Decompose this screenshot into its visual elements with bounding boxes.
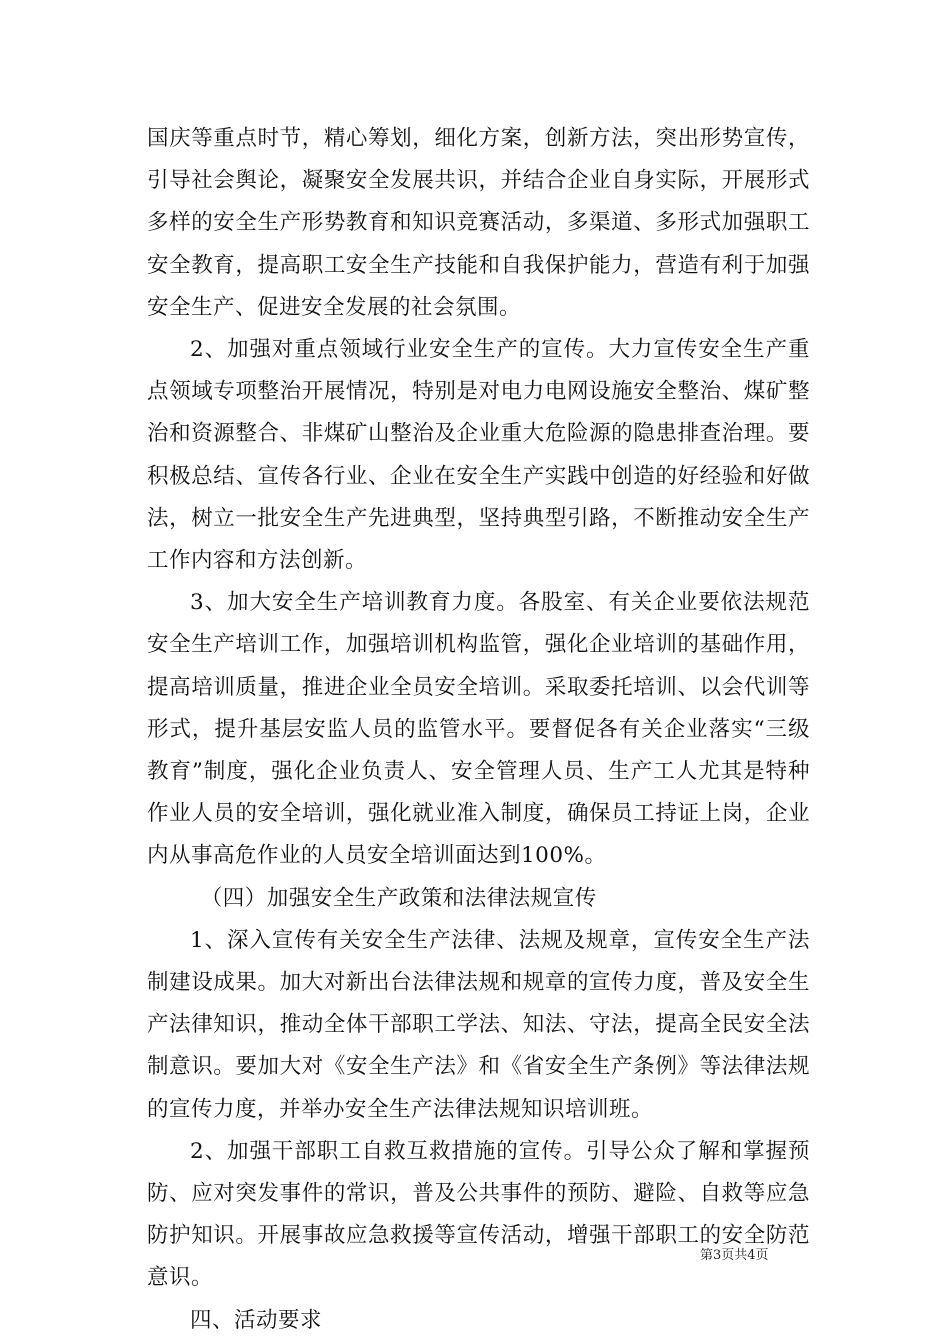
paragraph-training-education: 3、加大安全生产培训教育力度。各股室、有关企业要依法规范安全生产培训工作，加强培训机构监管，强化企业培训的基础作用，提高培训质量，推进企业全员安全培训。采取委托培训、以会代训等形式，提升基层安监人员的监管水平。要督促各有关企业落实“三级教育”制度，强化企业负责人、安全管理人员、生产工人尤其是特种作业人员的安全培训，强化就业准入制度，确保员工持证上岗，企业内从事高危作业的人员安全培训面达到100%。	[147, 590, 810, 869]
paragraph-key-fields-publicity: 2、加强对重点领域行业安全生产的宣传。大力宣传安全生产重点领域专项整治开展情况，特别是对电力电网设施安全整治、煤矿整治和资源整合、非煤矿山整治及企业重大危险源的隐患排查治理。要积极总结、宣传各行业、企业在安全生产实践中创造的好经验和好做法，树立一批安全生产先进典型，坚持典型引路，不断推动安全生产工作内容和方法创新。	[147, 337, 810, 574]
paragraph-continuation: 国庆等重点时节，精心筹划，细化方案，创新方法，突出形势宣传，引导社会舆论，凝聚安全发展共识，并结合企业自身实际，开展形式多样的安全生产形势教育和知识竞赛活动，多渠道、多形式加强职工安全教育，提高职工安全生产技能和自我保护能力，营造有利于加强安全生产、促进安全发展的社会氛围。	[147, 126, 810, 320]
paragraph-self-rescue: 2、加强干部职工自救互救措施的宣传。引导公众了解和掌握预防、应对突发事件的常识，普及公共事件的预防、避险、自救等应急防护知识。开展事故应急救援等宣传活动，增强干部职工的安全防范意识。	[147, 1138, 810, 1291]
section-heading-policy-law: （四）加强安全生产政策和法律法规宣传	[200, 885, 597, 911]
paragraph-law-publicity: 1、深入宣传有关安全生产法律、法规及规章，宣传安全生产法制建设成果。加大对新出台法律法规和规章的宣传力度，普及安全生产法律知识，推动全体干部职工学法、知法、守法，提高全民安全法制意识。要加大对《安全生产法》和《省安全生产条例》等法律法规的宣传力度，并举办安全生产法律法规知识培训班。	[147, 927, 810, 1122]
page-number-footer: 第3页共4页	[700, 1248, 769, 1263]
section-heading-activity-requirements: 四、活动要求	[190, 1307, 323, 1333]
document-body	[147, 118, 810, 1342]
